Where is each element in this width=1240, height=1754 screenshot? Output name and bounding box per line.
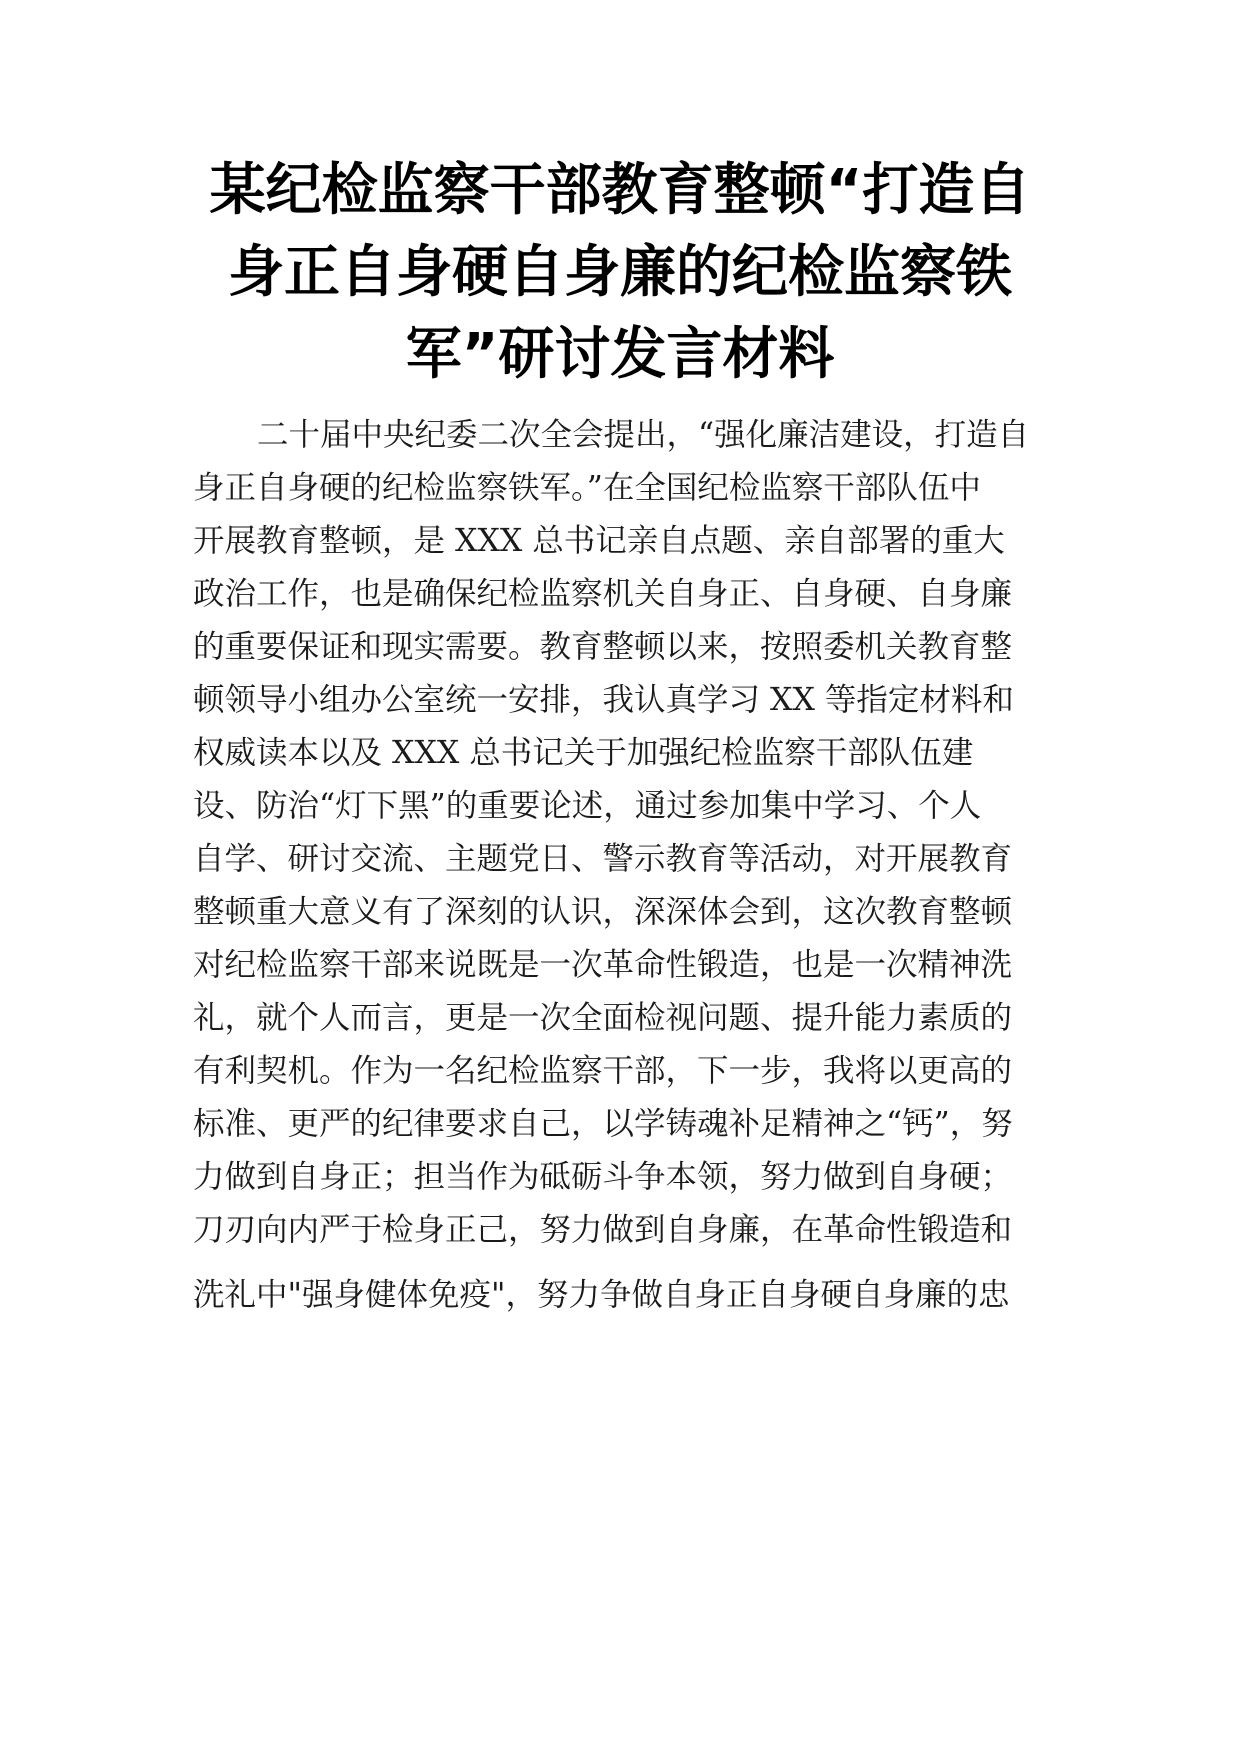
body-line: 权威读本以及 XXX 总书记关于加强纪检监察干部队伍建 — [193, 735, 974, 771]
body-line: 二十届中央纪委二次全会提出，“强化廉洁建设，打造自 — [257, 417, 1030, 453]
title-line: 军”研讨发言材料 — [405, 322, 835, 387]
body-line: 礼，就个人而言，更是一次全面检视问题、提升能力素质的 — [193, 1000, 1013, 1036]
body-line: 洗礼中"强身健体免疫"，努力争做自身正自身硬自身廉的忠 — [193, 1277, 1010, 1313]
body-line: 设、防治“灯下黑”的重要论述，通过参加集中学习、个人 — [193, 788, 982, 824]
body-line: 力做到自身正；担当作为砥砺斗争本领，努力做到自身硬； — [193, 1159, 1013, 1195]
body-line: 有利契机。作为一名纪检监察干部，下一步，我将以更高的 — [193, 1053, 1013, 1089]
document-title — [140, 150, 1100, 396]
body-line: 自学、研讨交流、主题党日、警示教育等活动，对开展教育 — [193, 841, 1013, 877]
body-line: 身正自身硬的纪检监察铁军。”在全国纪检监察干部队伍中 — [193, 470, 981, 506]
body-line: 的重要保证和现实需要。教育整顿以来，按照委机关教育整 — [193, 629, 1013, 665]
body-line: 顿领导小组办公室统一安排，我认真学习 XX 等指定材料和 — [193, 682, 1014, 718]
body-line: 标准、更严的纪律要求自己，以学铸魂补足精神之“钙”，努 — [193, 1106, 1013, 1142]
body-line: 整顿重大意义有了深刻的认识，深深体会到，这次教育整顿 — [193, 894, 1013, 930]
title-line: 身正自身硬自身廉的纪检监察铁 — [228, 240, 1012, 305]
body-line: 开展教育整顿，是 XXX 总书记亲自点题、亲自部署的重大 — [193, 523, 1005, 559]
title-line: 某纪检监察干部教育整顿“打造自 — [209, 158, 1031, 223]
body-line: 刀刃向内严于检身正己，努力做到自身廉，在革命性锻造和 — [193, 1212, 1013, 1248]
body-line: 政治工作，也是确保纪检监察机关自身正、自身硬、自身廉 — [193, 576, 1013, 612]
body-line: 对纪检监察干部来说既是一次革命性锻造，也是一次精神洗 — [193, 947, 1013, 983]
